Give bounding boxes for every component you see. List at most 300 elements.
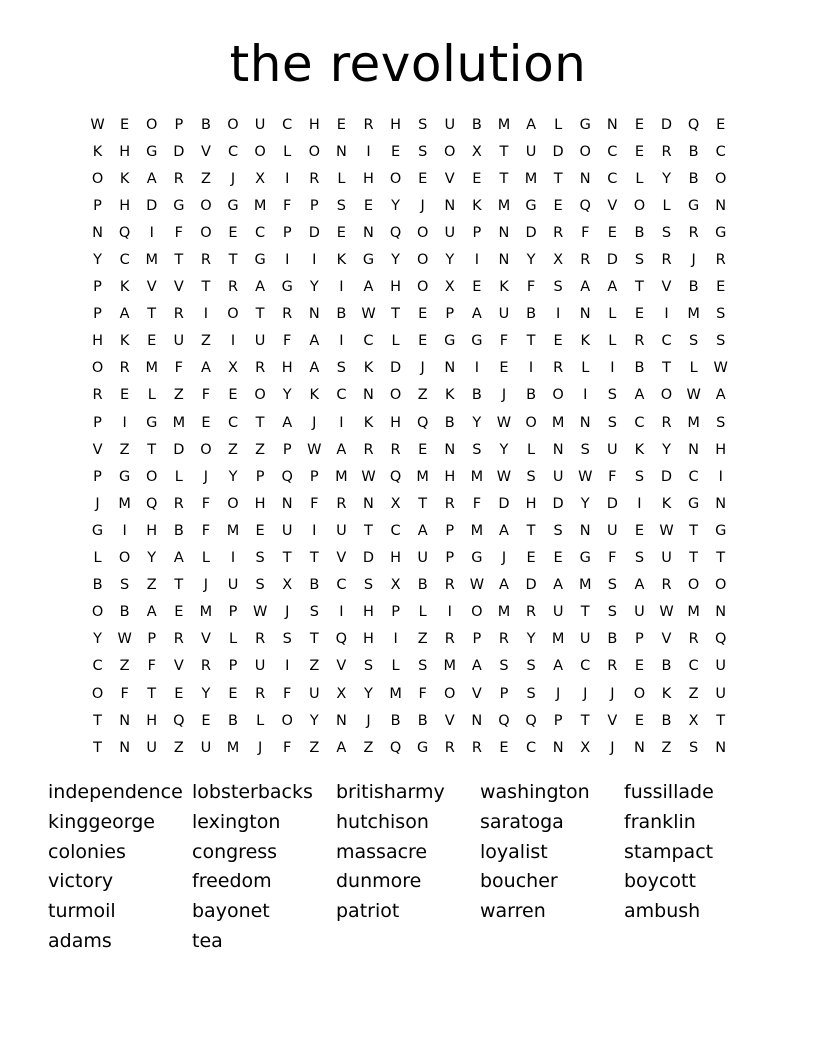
grid-letter: R	[607, 658, 618, 675]
grid-letter: S	[282, 631, 292, 648]
grid-letter: E	[418, 333, 428, 350]
grid-letter: I	[122, 414, 127, 431]
grid-letter: E	[472, 279, 482, 296]
grid-letter: I	[474, 360, 479, 377]
grid-letter: T	[716, 712, 726, 729]
grid-letter: A	[526, 116, 536, 133]
grid-letter: K	[119, 279, 130, 296]
grid-letter: U	[444, 224, 456, 241]
grid-row	[84, 192, 735, 219]
grid-letter: N	[363, 387, 374, 404]
grid-letter: N	[579, 414, 591, 431]
grid-letter: P	[472, 631, 482, 648]
grid-letter: B	[688, 170, 699, 187]
grid-letter: P	[282, 224, 292, 241]
grid-letter: A	[282, 414, 293, 431]
grid-letter: W	[659, 604, 674, 621]
grid-letter: E	[174, 604, 184, 621]
grid-letter: S	[661, 224, 672, 241]
grid-letter: X	[228, 360, 238, 377]
grid-letter: P	[255, 468, 265, 485]
grid-letter: P	[391, 604, 400, 621]
word-column	[192, 778, 336, 957]
grid-letter: C	[688, 468, 699, 485]
grid-letter: O	[254, 387, 266, 404]
grid-letter: U	[173, 333, 185, 350]
grid-letter: H	[281, 360, 293, 377]
grid-letter: I	[230, 550, 236, 567]
word-list-item: adams	[48, 929, 112, 952]
word-list-item: lexington	[192, 810, 281, 833]
grid-letter: B	[661, 658, 672, 675]
grid-letter: A	[417, 522, 428, 539]
grid-letter: G	[119, 468, 131, 485]
grid-letter: I	[149, 224, 154, 241]
grid-letter: J	[501, 387, 507, 404]
grid-letter: L	[147, 387, 156, 404]
grid-letter: O	[146, 468, 158, 485]
grid-letter: E	[336, 224, 346, 241]
grid-letter: Z	[417, 387, 428, 404]
grid-letter: V	[336, 550, 347, 567]
grid-letter: P	[228, 658, 238, 675]
grid-letter: M	[578, 577, 592, 594]
grid-letter: M	[145, 252, 158, 269]
grid-letter: H	[254, 495, 266, 512]
grid-letter: K	[92, 143, 103, 160]
word-list-item: loyalist	[480, 840, 548, 863]
grid-letter: H	[715, 441, 727, 458]
grid-letter: U	[715, 658, 727, 675]
grid-row	[84, 138, 735, 165]
grid-letter: R	[498, 631, 509, 648]
grid-letter: U	[444, 116, 456, 133]
grid-letter: I	[285, 170, 290, 187]
grid-letter: R	[173, 495, 184, 512]
grid-letter: D	[606, 252, 618, 269]
grid-letter: R	[715, 252, 726, 269]
grid-letter: X	[282, 577, 293, 594]
grid-letter: L	[418, 604, 427, 621]
grid-letter: C	[119, 252, 130, 269]
grid-letter: C	[607, 143, 618, 160]
grid-letter: Z	[417, 631, 428, 648]
grid-letter: Z	[309, 658, 320, 675]
grid-letter: I	[339, 333, 344, 350]
grid-letter: E	[472, 170, 482, 187]
grid-letter: E	[716, 116, 726, 133]
grid-letter: S	[472, 441, 482, 458]
grid-letter: F	[608, 468, 617, 485]
grid-letter: D	[362, 550, 375, 567]
grid-letter: A	[471, 658, 482, 675]
grid-letter: R	[444, 495, 455, 512]
grid-letter: B	[471, 387, 482, 404]
grid-letter: A	[146, 170, 157, 187]
grid-letter: P	[93, 306, 102, 323]
grid-letter: F	[147, 658, 156, 675]
grid-letter: K	[472, 197, 482, 214]
grid-letter: G	[91, 522, 104, 539]
grid-letter: B	[444, 414, 455, 431]
grid-letter: B	[92, 577, 103, 594]
word-list-item: britisharmy	[336, 781, 445, 803]
grid-letter: I	[393, 631, 398, 648]
grid-letter: X	[390, 495, 401, 512]
grid-letter: N	[119, 739, 131, 756]
grid-letter: O	[281, 712, 293, 729]
word-list-item: kinggeorge	[48, 810, 155, 833]
grid-letter: V	[661, 631, 672, 648]
word-list-item: tea	[192, 929, 223, 952]
grid-letter: N	[363, 495, 374, 512]
grid-letter: F	[283, 333, 292, 350]
grid-row	[84, 572, 735, 599]
grid-letter: A	[363, 279, 374, 296]
grid-row	[84, 653, 735, 680]
grid-letter: V	[661, 279, 672, 296]
grid-letter: N	[498, 252, 510, 269]
grid-letter: V	[444, 712, 455, 729]
grid-letter: V	[200, 143, 211, 160]
grid-letter: N	[444, 360, 456, 377]
grid-letter: R	[580, 252, 591, 269]
grid-letter: D	[389, 360, 402, 377]
grid-letter: K	[661, 685, 672, 702]
grid-letter: T	[147, 685, 157, 702]
grid-letter: G	[715, 224, 727, 241]
grid-letter: J	[583, 685, 588, 702]
grid-letter: S	[716, 333, 726, 350]
grid-letter: N	[579, 522, 591, 539]
word-list-item: massacre	[336, 840, 428, 863]
grid-letter: A	[336, 739, 347, 756]
grid-letter: C	[255, 224, 266, 241]
grid-letter: A	[200, 360, 211, 377]
word-list-item: boycott	[624, 870, 696, 893]
grid-row	[84, 301, 735, 328]
grid-letter: K	[363, 360, 374, 377]
grid-letter: N	[552, 441, 564, 458]
grid-letter: E	[634, 306, 644, 323]
grid-letter: R	[634, 333, 645, 350]
grid-letter: E	[418, 170, 428, 187]
grid-letter: S	[120, 577, 130, 594]
grid-letter: G	[687, 495, 700, 512]
word-list-item: colonies	[48, 840, 126, 863]
word-list-item: patriot	[336, 900, 400, 923]
grid-letter: T	[499, 170, 509, 187]
grid-letter: F	[201, 387, 211, 404]
grid-letter: E	[201, 414, 211, 431]
grid-letter: A	[553, 658, 564, 675]
grid-letter: C	[227, 143, 239, 160]
grid-letter: J	[230, 170, 236, 187]
grid-letter: J	[420, 197, 425, 214]
grid-letter: L	[527, 441, 536, 458]
grid-letter: U	[552, 604, 564, 621]
grid-letter: S	[499, 658, 509, 675]
grid-letter: F	[472, 495, 482, 512]
grid-row	[84, 545, 735, 572]
grid-letter: Z	[309, 739, 320, 756]
grid-letter: F	[174, 224, 183, 241]
grid-letter: E	[634, 116, 644, 133]
grid-letter: W	[686, 387, 701, 404]
grid-letter: S	[418, 116, 428, 133]
grid-letter: T	[580, 604, 590, 621]
grid-letter: I	[556, 306, 561, 323]
grid-letter: W	[496, 468, 512, 485]
grid-letter: F	[283, 685, 292, 702]
grid-letter: P	[93, 414, 102, 431]
grid-letter: B	[526, 387, 537, 404]
grid-letter: H	[308, 116, 320, 133]
grid-letter: A	[309, 360, 320, 377]
grid-letter: N	[308, 306, 320, 323]
grid-letter: U	[634, 604, 645, 621]
grid-row	[84, 355, 735, 382]
grid-letter: P	[445, 550, 455, 567]
grid-letter: S	[689, 739, 699, 756]
word-column	[336, 778, 480, 957]
grid-letter: B	[661, 712, 672, 729]
grid-letter: U	[552, 468, 564, 485]
grid-row	[84, 246, 735, 273]
grid-letter: B	[173, 522, 184, 539]
grid-letter: H	[92, 333, 103, 350]
grid-letter: V	[607, 197, 618, 214]
grid-letter: R	[173, 170, 184, 187]
grid-letter: I	[203, 306, 209, 323]
grid-letter: U	[200, 739, 212, 756]
grid-letter: B	[471, 116, 482, 133]
grid-letter: R	[363, 441, 374, 458]
grid-letter: N	[444, 441, 456, 458]
grid-letter: Z	[228, 441, 238, 458]
grid-letter: O	[660, 387, 673, 404]
grid-letter: X	[390, 577, 401, 594]
grid-letter: T	[282, 550, 292, 567]
grid-letter: W	[496, 414, 512, 431]
grid-letter: J	[95, 495, 100, 512]
grid-letter: S	[309, 604, 319, 621]
word-list-item: stampact	[624, 840, 714, 863]
grid-letter: K	[309, 387, 320, 404]
grid-letter: E	[228, 224, 238, 241]
grid-letter: A	[255, 279, 266, 296]
word-list-item: bayonet	[192, 900, 270, 923]
grid-letter: L	[283, 143, 292, 160]
grid-letter: B	[634, 224, 645, 241]
word-list-item: warren	[480, 900, 546, 923]
grid-letter: O	[416, 252, 429, 269]
grid-letter: P	[472, 224, 482, 241]
grid-letter: N	[444, 197, 456, 214]
grid-letter: G	[254, 252, 266, 269]
grid-letter: P	[174, 116, 184, 133]
grid-letter: F	[283, 739, 292, 756]
grid-letter: B	[309, 577, 320, 594]
grid-letter: V	[146, 279, 157, 296]
grid-letter: R	[444, 577, 455, 594]
grid-letter: B	[688, 143, 699, 160]
grid-letter: Y	[662, 170, 671, 187]
word-list-item: lobsterbacks	[192, 781, 313, 803]
grid-letter: S	[580, 441, 590, 458]
grid-letter: W	[578, 468, 593, 485]
grid-letter: R	[688, 224, 699, 241]
grid-letter: M	[497, 604, 511, 621]
grid-letter: N	[688, 441, 700, 458]
grid-letter: G	[525, 197, 537, 214]
grid-letter: Z	[200, 333, 211, 350]
word-list-item: independence	[48, 781, 183, 803]
grid-letter: Z	[146, 577, 157, 594]
grid-letter: Q	[281, 468, 293, 485]
grid-letter: L	[635, 170, 644, 187]
grid-letter: O	[714, 170, 727, 187]
word-list-item: fussillade	[624, 781, 714, 803]
grid-letter: P	[93, 279, 102, 296]
grid-letter: S	[363, 577, 374, 594]
grid-letter: G	[146, 414, 158, 431]
grid-letter: D	[660, 116, 673, 133]
grid-letter: Y	[364, 685, 373, 702]
grid-letter: M	[497, 116, 511, 133]
grid-letter: O	[633, 685, 646, 702]
grid-letter: R	[255, 685, 266, 702]
grid-letter: I	[366, 143, 371, 160]
grid-row	[84, 274, 735, 301]
grid-letter: X	[553, 252, 564, 269]
word-list-item: ambush	[624, 900, 701, 923]
grid-letter: G	[417, 739, 429, 756]
grid-letter: T	[228, 252, 238, 269]
grid-letter: G	[362, 252, 375, 269]
grid-letter: S	[716, 414, 726, 431]
grid-letter: N	[715, 739, 727, 756]
grid-letter: N	[92, 224, 103, 241]
grid-letter: E	[607, 224, 617, 241]
grid-letter: R	[173, 631, 184, 648]
grid-letter: P	[282, 441, 292, 458]
grid-letter: L	[391, 333, 400, 350]
grid-letter: G	[715, 522, 727, 539]
grid-letter: C	[688, 658, 699, 675]
grid-letter: O	[91, 170, 104, 187]
grid-letter: F	[120, 685, 129, 702]
grid-letter: G	[227, 197, 239, 214]
grid-letter: N	[552, 739, 564, 756]
grid-letter: M	[470, 468, 484, 485]
grid-letter: W	[90, 116, 105, 133]
grid-letter: H	[390, 414, 402, 431]
grid-letter: F	[581, 224, 590, 241]
grid-letter: B	[688, 279, 699, 296]
grid-letter: W	[361, 306, 376, 323]
grid-letter: S	[553, 522, 563, 539]
grid-letter: A	[336, 441, 347, 458]
grid-letter: L	[174, 468, 183, 485]
grid-letter: M	[145, 360, 158, 377]
grid-letter: O	[91, 360, 104, 377]
grid-letter: B	[336, 306, 347, 323]
grid-letter: J	[610, 739, 615, 756]
grid-letter: R	[255, 360, 266, 377]
grid-row	[84, 734, 735, 761]
grid-letter: U	[146, 739, 158, 756]
grid-letter: S	[363, 658, 374, 675]
grid-letter: T	[634, 279, 644, 296]
grid-letter: E	[553, 197, 563, 214]
grid-letter: O	[687, 577, 700, 594]
grid-letter: C	[607, 170, 618, 187]
grid-letter: R	[200, 658, 211, 675]
grid-letter: I	[285, 658, 290, 675]
grid-letter: J	[203, 468, 209, 485]
grid-letter: E	[255, 522, 265, 539]
grid-letter: E	[120, 387, 130, 404]
grid-letter: Z	[661, 739, 672, 756]
grid-letter: R	[119, 360, 130, 377]
grid-row	[84, 382, 735, 409]
grid-letter: N	[498, 224, 510, 241]
grid-letter: K	[634, 441, 645, 458]
grid-letter: X	[471, 143, 482, 160]
grid-letter: S	[336, 360, 346, 377]
word-list-item: saratoga	[480, 810, 564, 833]
grid-letter: Z	[255, 441, 266, 458]
grid-letter: B	[417, 712, 428, 729]
grid-letter: X	[336, 685, 347, 702]
grid-letter: K	[119, 333, 130, 350]
grid-letter: O	[416, 224, 429, 241]
grid-letter: A	[119, 306, 130, 323]
grid-letter: G	[579, 550, 591, 567]
grid-letter: S	[255, 577, 265, 594]
grid-letter: Y	[309, 712, 319, 729]
grid-letter: R	[661, 577, 672, 594]
grid-letter: R	[173, 306, 184, 323]
grid-letter: L	[554, 116, 563, 133]
grid-letter: S	[336, 197, 346, 214]
grid-letter: F	[201, 522, 211, 539]
grid-letter: A	[498, 577, 509, 594]
grid-letter: A	[553, 577, 564, 594]
grid-letter: J	[366, 712, 371, 729]
grid-letter: Y	[662, 441, 671, 458]
grid-letter: E	[147, 333, 157, 350]
grid-row	[84, 517, 735, 544]
grid-letter: R	[227, 279, 239, 296]
grid-letter: L	[689, 360, 698, 377]
grid-letter: Q	[579, 197, 591, 214]
grid-letter: R	[688, 631, 699, 648]
grid-letter: K	[445, 387, 455, 404]
grid-letter: M	[551, 631, 565, 648]
grid-letter: O	[146, 116, 158, 133]
grid-letter: H	[119, 197, 131, 214]
grid-letter: O	[444, 685, 456, 702]
grid-letter: Y	[228, 468, 238, 485]
grid-letter: P	[553, 712, 563, 729]
grid-letter: T	[526, 333, 536, 350]
grid-letter: F	[174, 360, 183, 377]
grid-row	[84, 409, 735, 436]
grid-letter: Y	[309, 279, 319, 296]
grid-letter: A	[634, 387, 645, 404]
